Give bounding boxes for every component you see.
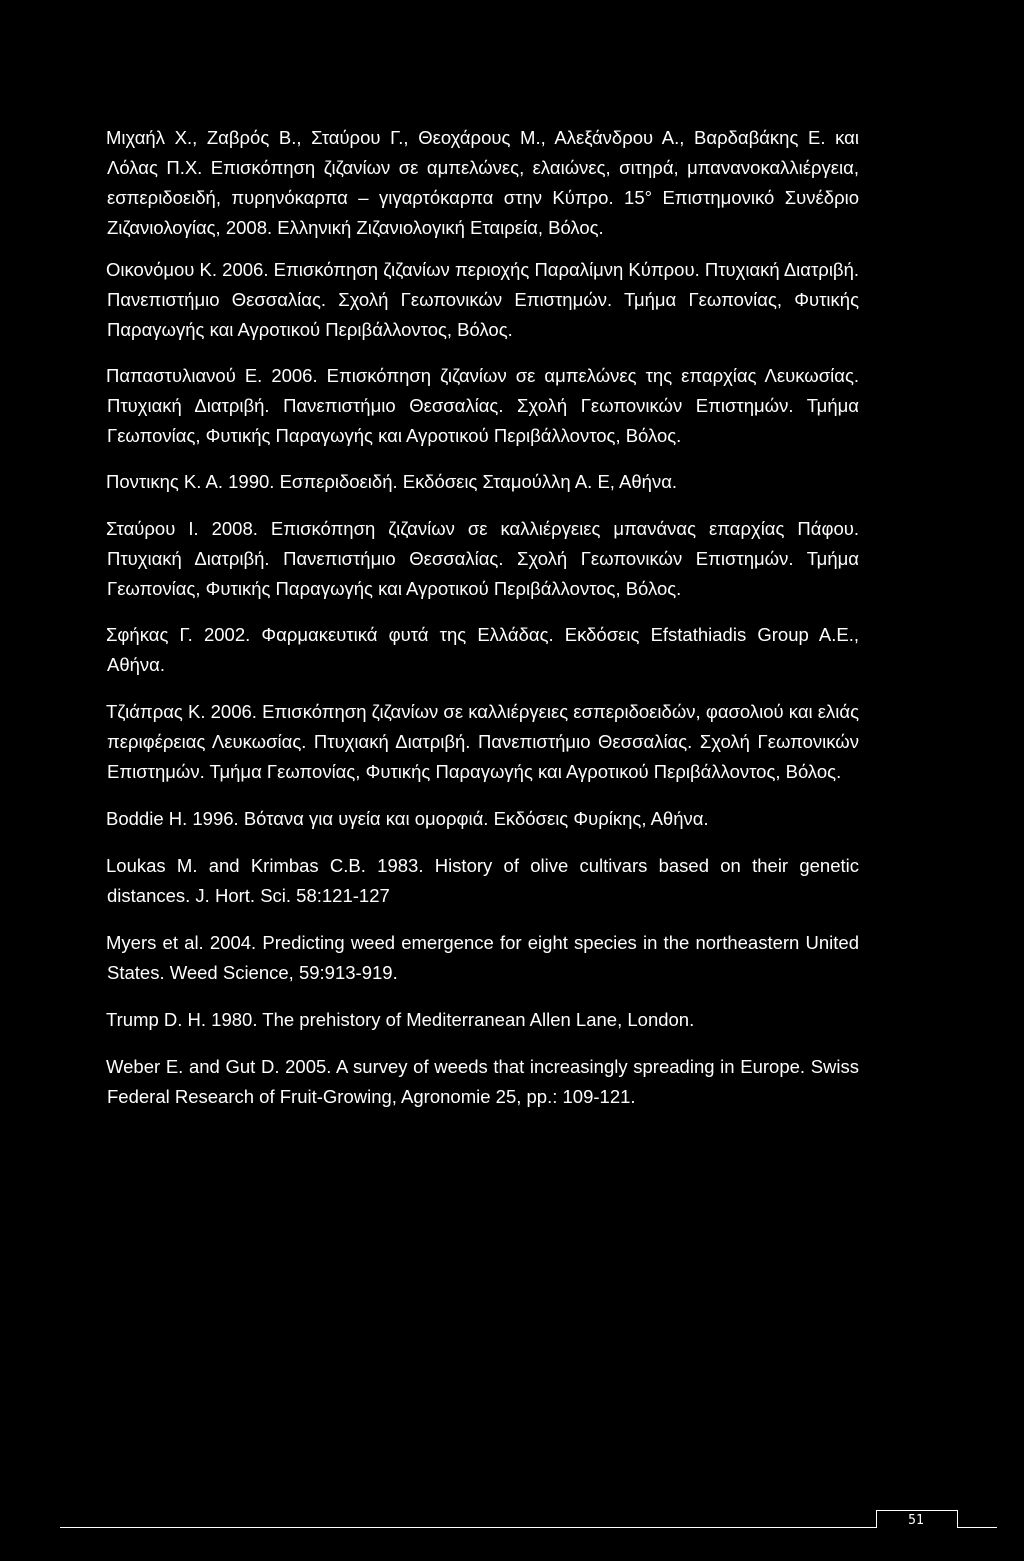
footer-rule-right [957,1527,997,1528]
reference-entry: Σφήκας Γ. 2002. Φαρμακευτικά φυτά της Ελλάδας. Εκδόσεις Efstathiadis Group A.E., Αθήνα. [106,624,859,675]
reference-entry: Σταύρου Ι. 2008. Επισκόπηση ζιζανίων σε καλλιέργειες μπανάνας επαρχίας Πάφου. Πτυχιακή Διατριβή. Πανεπιστήμιο Θεσσαλίας. Σχολή Γεωπονικών Επιστημών. Τμήμα Γεωπονίας, Φυτικής Παραγωγής και Αγροτικού Περιβάλλοντος, Βόλος. [106,518,859,599]
reference-entry: Myers et al. 2004. Predicting weed emergence for eight species in the northeastern United States. Weed Science, 59:913-919. [106,932,859,983]
reference-entry: Weber E. and Gut D. 2005. A survey of weeds that increasingly spreading in Europe. Swiss Federal Research of Fruit-Growing, Agronomie 25, pp.: 109-121. [106,1056,859,1107]
reference-entry: Ποντικης Κ. Α. 1990. Εσπεριδοειδή. Εκδόσεις Σταμούλλη Α. Ε, Αθήνα. [106,471,678,492]
reference-entry: Οικονόμου Κ. 2006. Επισκόπηση ζιζανίων περιοχής Παραλίμνη Κύπρου. Πτυχιακή Διατριβή. Πανεπιστήμιο Θεσσαλίας. Σχολή Γεωπονικών Επιστημών. Τμήμα Γεωπονίας, Φυτικής Παραγωγής και Αγροτικού Περιβάλλοντος, Βόλος. [106,259,859,340]
reference-entry: Loukas M. and Krimbas C.B. 1983. History of olive cultivars based on their genetic distances. J. Hort. Sci. 58:121-127 [106,855,859,906]
reference-list [107,123,859,1112]
page-number: 51 [908,1513,924,1528]
footer-rule-left [60,1527,876,1528]
reference-entry: Παπαστυλιανού Ε. 2006. Επισκόπηση ζιζανίων σε αμπελώνες της επαρχίας Λευκωσίας. Πτυχιακή Διατριβή. Πανεπιστήμιο Θεσσαλίας. Σχολή Γεωπονικών Επιστημών. Τμήμα Γεωπονίας, Φυτικής Παραγωγής και Αγροτικού Περιβάλλοντος, Βόλος. [106,365,859,446]
reference-entry: Boddie H. 1996. Βότανα για υγεία και ομορφιά. Εκδόσεις Φυρίκης, Αθήνα. [106,808,709,829]
reference-entry: Μιχαήλ Χ., Ζαβρός Β., Σταύρου Γ., Θεοχάρους Μ., Αλεξάνδρου Α., Βαρδαβάκης Ε. και Λόλας Π.Χ. Επισκόπηση ζιζανίων σε αμπελώνες, ελαιώνες, σιτηρά, μπανανοκαλλιέργεια, εσπεριδοειδή, πυρηνόκαρπα – γιγαρτόκαρπα στην Κύπρο. 15° Επιστημονικό Συνέδριο Ζιζανιολογίας, 2008. Ελληνική Ζιζανιολογική Εταιρεία, Βόλος. [106,127,859,238]
reference-entry: Trump D. H. 1980. The prehistory of Mediterranean Allen Lane, London. [106,1009,695,1030]
reference-entry: Τζιάπρας Κ. 2006. Επισκόπηση ζιζανίων σε καλλιέργειες εσπεριδοειδών, φασολιού και ελιάς περιφέρειας Λευκωσίας. Πτυχιακή Διατριβή. Πανεπιστήμιο Θεσσαλίας. Σχολή Γεωπονικών Επιστημών. Τμήμα Γεωπονίας, Φυτικής Παραγωγής και Αγροτικού Περιβάλλοντος, Βόλος. [106,701,859,782]
page-footer [0,1495,1024,1535]
